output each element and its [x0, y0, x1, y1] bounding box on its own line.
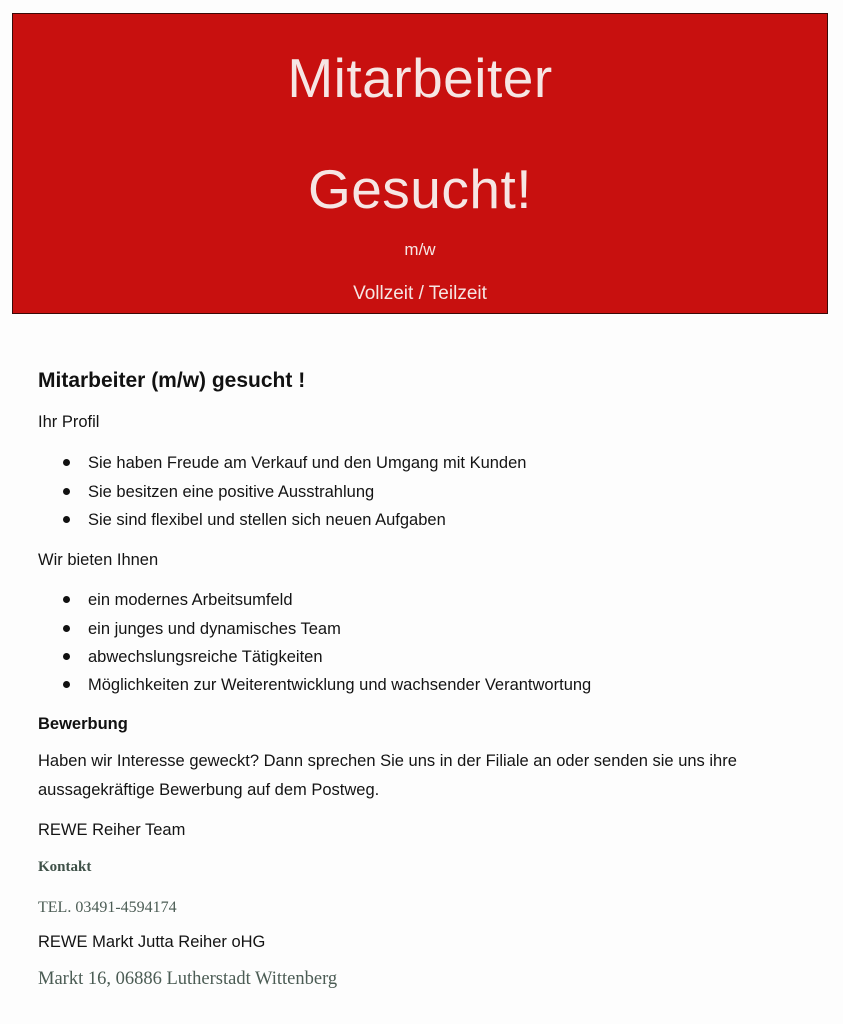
banner-hours: Vollzeit / Teilzeit: [353, 283, 487, 304]
banner-title-line2: Gesucht!: [307, 158, 533, 220]
list-item-text: Möglichkeiten zur Weiterentwicklung und wachsender Verantwortung: [88, 676, 592, 694]
bullet-icon: [63, 596, 70, 603]
page-heading: Mitarbeiter (m/w) gesucht !: [38, 369, 306, 392]
offer-list-item: [63, 648, 323, 667]
bullet-icon: [63, 516, 70, 523]
profile-list-item: [63, 454, 526, 473]
offer-list-item: [63, 591, 293, 610]
contact-address: Markt 16, 06886 Lutherstadt Wittenberg: [38, 969, 338, 989]
application-title: Bewerbung: [38, 715, 128, 733]
contact-title: Kontakt: [38, 859, 92, 875]
contact-phone: TEL. 03491-4594174: [38, 899, 177, 916]
bullet-icon: [63, 459, 70, 466]
contact-company: REWE Markt Jutta Reiher oHG: [38, 933, 266, 951]
list-item-text: Sie besitzen eine positive Ausstrahlung: [88, 483, 375, 501]
profile-list-item: [63, 511, 446, 530]
offer-title: Wir bieten Ihnen: [38, 551, 159, 569]
bullet-icon: [63, 488, 70, 495]
profile-title: Ihr Profil: [38, 413, 100, 431]
list-item-text: ein modernes Arbeitsumfeld: [88, 591, 293, 609]
list-item-text: abwechslungsreiche Tätigkeiten: [88, 648, 323, 666]
offer-list-item: [63, 620, 341, 639]
bullet-icon: [63, 653, 70, 660]
header-banner: [12, 13, 828, 314]
bullet-icon: [63, 681, 70, 688]
bullet-icon: [63, 625, 70, 632]
banner-gender: m/w: [404, 240, 436, 259]
list-item-text: ein junges und dynamisches Team: [88, 620, 341, 638]
list-item-text: Sie haben Freude am Verkauf und den Umgang mit Kunden: [88, 454, 527, 472]
list-item-text: Sie sind flexibel und stellen sich neuen Aufgaben: [88, 511, 446, 529]
banner-title-line1: Mitarbeiter: [287, 47, 553, 109]
signature: REWE Reiher Team: [38, 821, 186, 839]
profile-list-item: [63, 483, 374, 502]
application-text: Haben wir Interesse geweckt? Dann sprechen Sie uns in der Filiale an oder senden sie uns ihre aussagekräftige Bewerbung auf dem Postweg.: [38, 752, 737, 799]
offer-list-item: [63, 676, 591, 695]
